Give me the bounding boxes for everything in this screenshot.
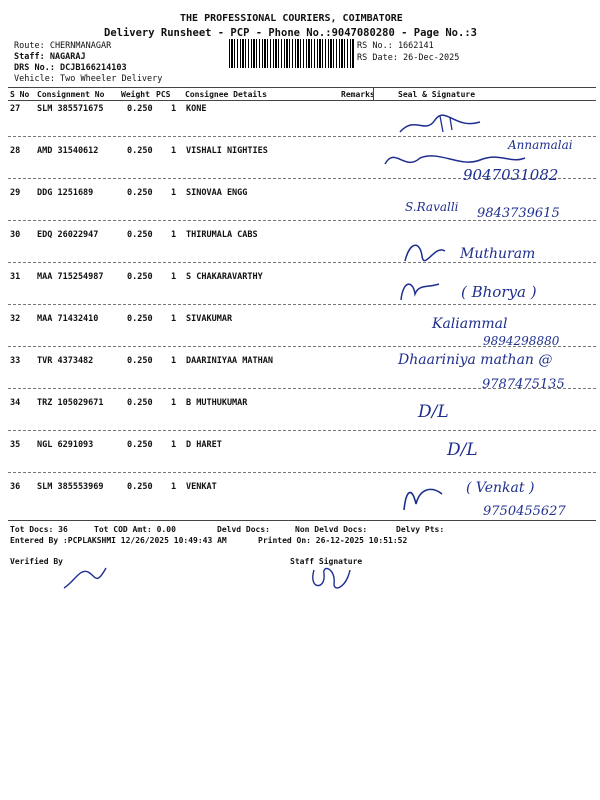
row-consignee: THIRUMALA CABS	[186, 230, 258, 240]
handwriting-row-32b: 9894298880	[483, 334, 560, 348]
row-pcs: 1	[171, 146, 177, 156]
col-consignment: Consignment No	[37, 90, 105, 99]
delivery-points: Delvy Pts:	[396, 525, 445, 534]
verified-signature	[60, 562, 110, 592]
header-rule-bottom	[8, 100, 596, 101]
drs-number: DRS No.: DCJB166214103	[14, 63, 127, 73]
handwriting-row-32: Kaliammal	[432, 316, 508, 332]
row-consignee: VENKAT	[186, 482, 217, 492]
col-signature: Seal & Signature	[398, 90, 476, 99]
col-weight: Weight	[121, 90, 150, 99]
route: Route: CHERNMANAGAR	[14, 41, 112, 51]
row-pcs: 1	[171, 272, 177, 282]
rs-date: RS Date: 26-Dec-2025	[357, 53, 460, 63]
row-consignment: SLM 385553969	[37, 482, 104, 492]
company-title: THE PROFESSIONAL COURIERS, COIMBATORE	[180, 13, 403, 24]
signature-row-36	[398, 482, 448, 516]
total-docs: Tot Docs: 36	[10, 525, 68, 534]
row-weight: 0.250	[127, 440, 153, 450]
row-consignment: SLM 385571675	[37, 104, 104, 114]
row-consignment: NGL 6291093	[37, 440, 94, 450]
row-consignment: TVR 4373482	[37, 356, 94, 366]
handwriting-row-28: Annamalai	[508, 138, 573, 152]
row-consignment: MAA 715254987	[37, 272, 104, 282]
row-consignee: D HARET	[186, 440, 222, 450]
row-sno: 34	[10, 398, 21, 408]
row-consignment: AMD 31540612	[37, 146, 99, 156]
row-pcs: 1	[171, 440, 177, 450]
table-bottom-rule	[8, 520, 596, 521]
handwriting-row-30: Muthuram	[460, 246, 536, 262]
vehicle: Vehicle: Two Wheeler Delivery	[14, 74, 163, 84]
row-sno: 32	[10, 314, 21, 324]
row-consignment: TRZ 105029671	[37, 398, 104, 408]
handwriting-row-33b: 9787475135	[482, 377, 565, 392]
staff: Staff: NAGARAJ	[14, 52, 86, 62]
row-pcs: 1	[171, 188, 177, 198]
handwriting-row-29: S.Ravalli	[405, 200, 459, 214]
handwriting-row-31: ( Bhorya )	[461, 283, 537, 301]
row-consignment: EDQ 26022947	[37, 230, 99, 240]
row-weight: 0.250	[127, 104, 153, 114]
row-consignee: VISHALI NIGHTIES	[186, 146, 268, 156]
delivered-docs: Delvd Docs:	[217, 525, 270, 534]
handwriting-row-29b: 9843739615	[477, 206, 560, 221]
non-delivered-docs: Non Delvd Docs:	[295, 525, 368, 534]
handwriting-row-34: D/L	[418, 402, 449, 422]
row-consignee: KONE	[186, 104, 207, 114]
row-sno: 27	[10, 104, 21, 114]
row-sno: 30	[10, 230, 21, 240]
col-divider	[373, 87, 374, 100]
row-consignee: B MUTHUKUMAR	[186, 398, 248, 408]
row-divider	[8, 472, 596, 473]
entered-by: Entered By :PCPLAKSHMI 12/26/2025 10:49:43 AM	[10, 536, 227, 545]
col-sno: S No	[10, 90, 30, 99]
row-weight: 0.250	[127, 230, 153, 240]
verified-by-label: Verified By	[10, 557, 63, 566]
row-weight: 0.250	[127, 272, 153, 282]
table-row	[0, 398, 600, 440]
rs-number: RS No.: 1662141	[357, 41, 434, 51]
total-cod: Tot COD Amt: 0.00	[94, 525, 176, 534]
row-sno: 28	[10, 146, 21, 156]
row-sno: 29	[10, 188, 21, 198]
row-weight: 0.250	[127, 482, 153, 492]
row-divider	[8, 304, 596, 305]
row-sno: 31	[10, 272, 21, 282]
staff-signature-label: Staff Signature	[290, 557, 363, 566]
signature-row-27	[395, 110, 485, 140]
row-pcs: 1	[171, 482, 177, 492]
handwriting-row-36b: 9750455627	[483, 504, 566, 519]
col-consignee: Consignee Details	[185, 90, 267, 99]
row-pcs: 1	[171, 398, 177, 408]
runsheet-subtitle: Delivery Runsheet - PCP - Phone No.:9047080280 - Page No.:3	[104, 27, 477, 39]
row-pcs: 1	[171, 314, 177, 324]
row-pcs: 1	[171, 104, 177, 114]
handwriting-row-35: D/L	[447, 440, 478, 460]
row-weight: 0.250	[127, 314, 153, 324]
row-consignment: DDG 1251689	[37, 188, 94, 198]
handwriting-row-36: ( Venkat )	[466, 480, 535, 496]
row-pcs: 1	[171, 356, 177, 366]
handwriting-row-28b: 9047031082	[463, 166, 559, 184]
signature-row-31	[395, 276, 445, 304]
row-consignment: MAA 71432410	[37, 314, 99, 324]
row-sno: 36	[10, 482, 21, 492]
header-rule-top	[8, 87, 596, 88]
signature-row-30	[400, 236, 450, 266]
handwriting-row-33: Dhaariniya mathan @	[398, 352, 553, 368]
table-row	[0, 440, 600, 482]
row-weight: 0.250	[127, 188, 153, 198]
row-consignee: SIVAKUMAR	[186, 314, 233, 324]
row-sno: 35	[10, 440, 21, 450]
row-divider	[8, 136, 596, 137]
row-weight: 0.250	[127, 356, 153, 366]
row-consignee: S CHAKARAVARTHY	[186, 272, 263, 282]
row-consignee: DAARINIYAA MATHAN	[186, 356, 273, 366]
row-divider	[8, 262, 596, 263]
row-weight: 0.250	[127, 146, 153, 156]
col-pcs: PCS	[156, 90, 171, 99]
barcode	[229, 39, 354, 68]
row-sno: 33	[10, 356, 21, 366]
printed-on: Printed On: 26-12-2025 10:51:52	[258, 536, 408, 545]
staff-signature	[306, 560, 356, 596]
row-consignee: SINOVAA ENGG	[186, 188, 248, 198]
row-weight: 0.250	[127, 398, 153, 408]
row-divider	[8, 430, 596, 431]
row-pcs: 1	[171, 230, 177, 240]
col-remarks: Remarks	[341, 90, 375, 99]
